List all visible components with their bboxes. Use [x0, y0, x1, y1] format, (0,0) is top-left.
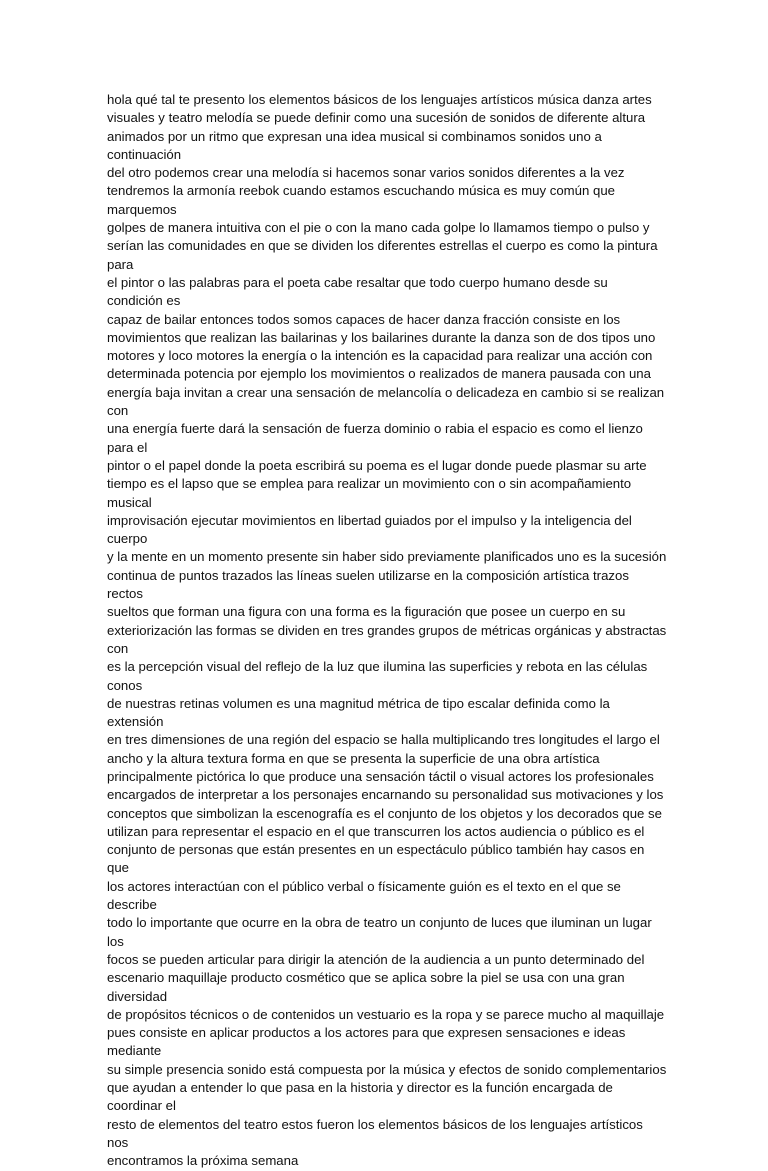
body-paragraph: hola qué tal te presento los elementos básicos de los lenguajes artísticos música danza artes visuales y teatro melodía se puede definir como una sucesión de sonidos de diferente altura animados por un ritmo que expresan una idea musical si combinamos sonidos uno a continuación del otro podemos crear una melodía si hacemos sonar varios sonidos diferentes a la vez tendremos la armonía reebok cuando estamos escuchando música es muy común que marquemos golpes de manera intuitiva con el pie o con la mano cada golpe lo llamamos tiempo o pulso y serían las comunidades en que se dividen los diferentes estrellas el cuerpo es como la pintura para el pintor o las palabras para el poeta cabe resaltar que todo cuerpo humano desde su condición es capaz de bailar entonces todos somos capaces de hacer danza fracción consiste en los movimientos que realizan las bailarinas y los bailarines durante la danza son de dos tipos uno motores y loco motores la energía o la intención es la capacidad para realizar una acción con determinada potencia por ejemplo los movimientos o realizados de manera pausada con una energía baja invitan a crear una sensación de melancolía o delicadeza en cambio si se realizan con una energía fuerte dará la sensación de fuerza dominio o rabia el espacio es como el lienzo para el pintor o el papel donde la poeta escribirá su poema es el lugar donde puede plasmar su arte tiempo es el lapso que se emplea para realizar un movimiento con o sin acompañamiento musical improvisación ejecutar movimientos en libertad guiados por el impulso y la inteligencia del cuerpo y la mente en un momento presente sin haber sido previamente planificados uno es la sucesión continua de puntos trazados las líneas suelen utilizarse en la composición artística trazos rectos sueltos que forman una figura con una forma es la figuración que posee un cuerpo en su exteriorización las formas se dividen en tres grandes grupos de métricas orgánicas y abstractas con es la percepción visual del reflejo de la luz que ilumina las superficies y rebota en las células conos de nuestras retinas volumen es una magnitud métrica de tipo escalar definida como la extensión en tres dimensiones de una región del espacio se halla multiplicando tres longitudes el largo el ancho y la altura textura forma en que se presenta la superficie de una obra artística principalmente pictórica lo que produce una sensación táctil o visual actores los profesionales encargados de interpretar a los personajes encarnando su personalidad sus motivaciones y los conceptos que simbolizan la escenografía es el conjunto de los objetos y los decorados que se utilizan para representar el espacio en el que transcurren los actos audiencia o público es el conjunto de personas que están presentes en un espectáculo público también hay casos en que los actores interactúan con el público verbal o físicamente guión es el texto en el que se describe todo lo importante que ocurre en la obra de teatro un conjunto de luces que iluminan un lugar los focos se pueden articular para dirigir la atención de la audiencia a un punto determinado del escenario maquillaje producto cosmético que se aplica sobre la piel se usa con una gran diversidad de propósitos técnicos o de contenidos un vestuario es la ropa y se parece mucho al maquillaje pues consiste en aplicar productos a los actores para que expresen sensaciones e ideas mediante su simple presencia sonido está compuesta por la música y efectos de sonido complementarios que ayudan a entender lo que pasa en la historia y director es la función encargada de coordinar el resto de elementos del teatro estos fueron los elementos básicos de los lenguajes artísticos nos encontramos la próxima semana: [107, 92, 667, 1169]
